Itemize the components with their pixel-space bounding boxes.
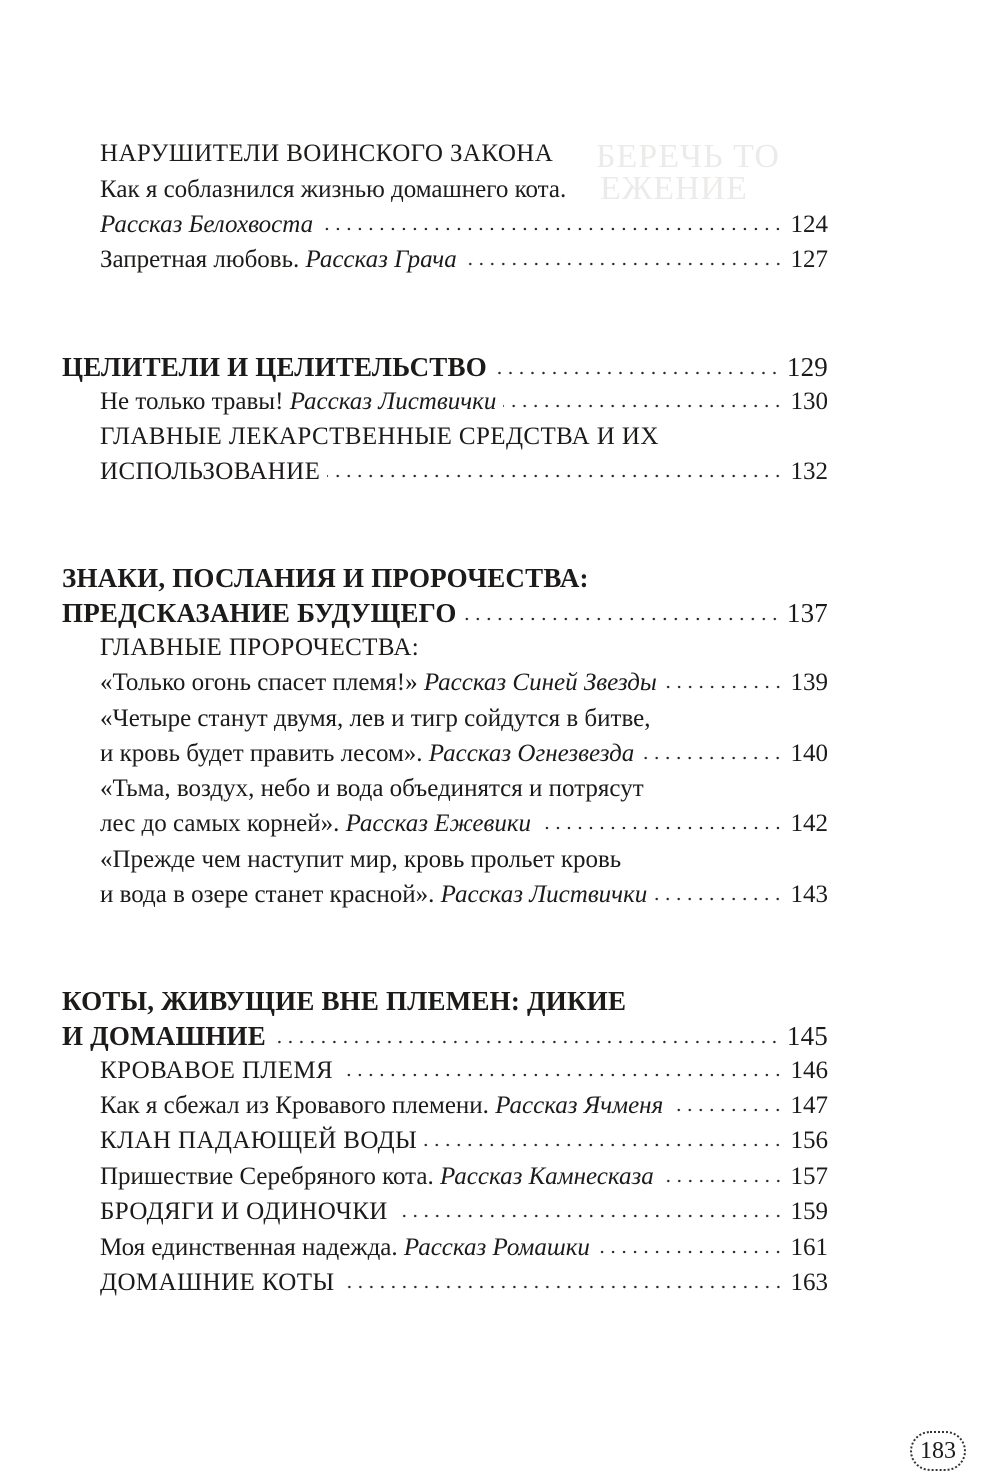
toc-section-heading [62, 563, 828, 599]
entry-story: Рассказ Листвички [289, 388, 497, 415]
dot-leader [424, 1132, 783, 1148]
toc-entry [100, 1057, 828, 1093]
entry-story: Рассказ Ромашки [403, 1234, 590, 1261]
page-number: 159 [790, 1198, 828, 1225]
toc-entry [100, 176, 828, 212]
entry-title: ДОМАШНИЕ КОТЫ [100, 1269, 335, 1296]
toc-entry [100, 423, 828, 459]
page-number: 142 [790, 810, 828, 837]
entry-title: Моя единственная надежда. [100, 1234, 398, 1261]
toc-entry [100, 140, 828, 176]
entry-title: «Тьма, воздух, небо и вода объединятся и потрясут [100, 775, 644, 802]
bleed-through-text: БЕРЕЧЬ ТО [596, 138, 780, 175]
entry-title: ИСПОЛЬЗОВАНИЕ [100, 458, 321, 485]
page-number: 157 [790, 1163, 828, 1190]
page-number: 130 [790, 388, 828, 415]
toc-entry [100, 846, 828, 882]
page-number: 147 [790, 1092, 828, 1119]
dot-leader [538, 815, 783, 831]
page-number: 145 [786, 1021, 828, 1051]
entry-story: Рассказ Листвички [440, 881, 648, 908]
toc-entry [100, 705, 828, 741]
toc-entry [100, 669, 828, 705]
entry-title: Пришествие Серебряного кота. [100, 1163, 434, 1190]
bleed-through-text: ЕЖЕНИЕ [600, 170, 748, 207]
dot-leader [273, 1029, 780, 1045]
page-number: 137 [786, 598, 828, 628]
entry-title: ГЛАВНЫЕ ПРОРОЧЕСТВА: [100, 634, 420, 661]
page-number: 146 [790, 1057, 828, 1084]
entry-title: и кровь будет править лесом». [100, 740, 423, 767]
toc-entry [100, 775, 828, 811]
dot-leader [395, 1203, 784, 1219]
entry-title: НАРУШИТЕЛИ ВОИНСКОГО ЗАКОНА [100, 140, 554, 167]
folio-page-number: 183 [910, 1431, 966, 1471]
toc-entry [100, 810, 828, 846]
toc-entry [100, 881, 828, 917]
dot-leader [320, 216, 783, 232]
page-number: 139 [790, 669, 828, 696]
entry-story: Рассказ Камнесказа [439, 1163, 654, 1190]
toc-entry [100, 211, 828, 247]
entry-title: БРОДЯГИ И ОДИНОЧКИ [100, 1198, 388, 1225]
entry-story: Рассказ Грача [305, 246, 457, 273]
dot-leader [503, 393, 783, 409]
page-number: 140 [790, 740, 828, 767]
toc-entry [100, 1163, 828, 1199]
entry-title: Как я сбежал из Кровавого племени. [100, 1092, 489, 1119]
toc-section-heading [62, 352, 828, 388]
page-number: 132 [790, 458, 828, 485]
section-title: КОТЫ, ЖИВУЩИЕ ВНЕ ПЛЕМЕН: ДИКИЕ [62, 986, 627, 1016]
page-number: 143 [790, 881, 828, 908]
toc-entry [100, 1198, 828, 1234]
entry-story: Рассказ Ячменя [495, 1092, 664, 1119]
entry-title: «Только огонь спасет племя!» [100, 669, 418, 696]
dot-leader [670, 1097, 783, 1113]
toc-entry [100, 1127, 828, 1163]
toc-entry [100, 1234, 828, 1270]
dot-leader [327, 463, 783, 479]
dot-leader [464, 606, 780, 622]
toc-section-heading [62, 986, 828, 1022]
dot-leader [494, 360, 780, 376]
page-number: 163 [790, 1269, 828, 1296]
page-number: 129 [786, 352, 828, 382]
dot-leader [654, 886, 783, 902]
toc-entry [100, 458, 828, 494]
entry-title: Запретная любовь. [100, 246, 300, 273]
entry-title: ГЛАВНЫЕ ЛЕКАРСТВЕННЫЕ СРЕДСТВА И ИХ [100, 423, 659, 450]
dot-leader [340, 1062, 783, 1078]
section-title: И ДОМАШНИЕ [62, 1021, 266, 1051]
toc-entry [100, 740, 828, 776]
dot-leader [664, 674, 784, 690]
dot-leader [597, 1239, 784, 1255]
entry-title: и вода в озере станет красной». [100, 881, 435, 908]
entry-title: Не только травы! [100, 388, 284, 415]
toc-entry [100, 1269, 828, 1305]
entry-title: Как я соблазнился жизнью домашнего кота. [100, 176, 567, 203]
entry-title: КЛАН ПАДАЮЩЕЙ ВОДЫ [100, 1127, 418, 1154]
page-number: 127 [790, 246, 828, 273]
entry-story: Рассказ Ежевики [345, 810, 532, 837]
entry-title: «Прежде чем наступит мир, кровь прольет кровь [100, 846, 622, 873]
dot-leader [464, 251, 784, 267]
section-title: ЦЕЛИТЕЛИ И ЦЕЛИТЕЛЬСТВО [62, 352, 487, 382]
dot-leader [342, 1274, 784, 1290]
section-title: ПРЕДСКАЗАНИЕ БУДУЩЕГО [62, 598, 457, 628]
page-number: 161 [790, 1234, 828, 1261]
entry-title: КРОВАВОЕ ПЛЕМЯ [100, 1057, 334, 1084]
entry-story: Рассказ Синей Звезды [423, 669, 657, 696]
entry-title: лес до самых корней». [100, 810, 340, 837]
dot-leader [661, 1168, 784, 1184]
toc-entry [100, 1092, 828, 1128]
page-number: 124 [790, 211, 828, 238]
toc-section-heading [62, 1021, 828, 1057]
entry-story: Рассказ Белохвоста [100, 211, 314, 238]
entry-title: «Четыре станут двумя, лев и тигр сойдутся в битве, [100, 705, 651, 732]
section-title: ЗНАКИ, ПОСЛАНИЯ И ПРОРОЧЕСТВА: [62, 563, 589, 593]
page-number: 156 [790, 1127, 828, 1154]
toc-entry [100, 634, 828, 670]
entry-story: Рассказ Огнезвезда [428, 740, 635, 767]
dot-leader [641, 745, 783, 761]
toc-section-heading [62, 598, 828, 634]
toc-entry [100, 246, 828, 282]
toc-entry [100, 388, 828, 424]
